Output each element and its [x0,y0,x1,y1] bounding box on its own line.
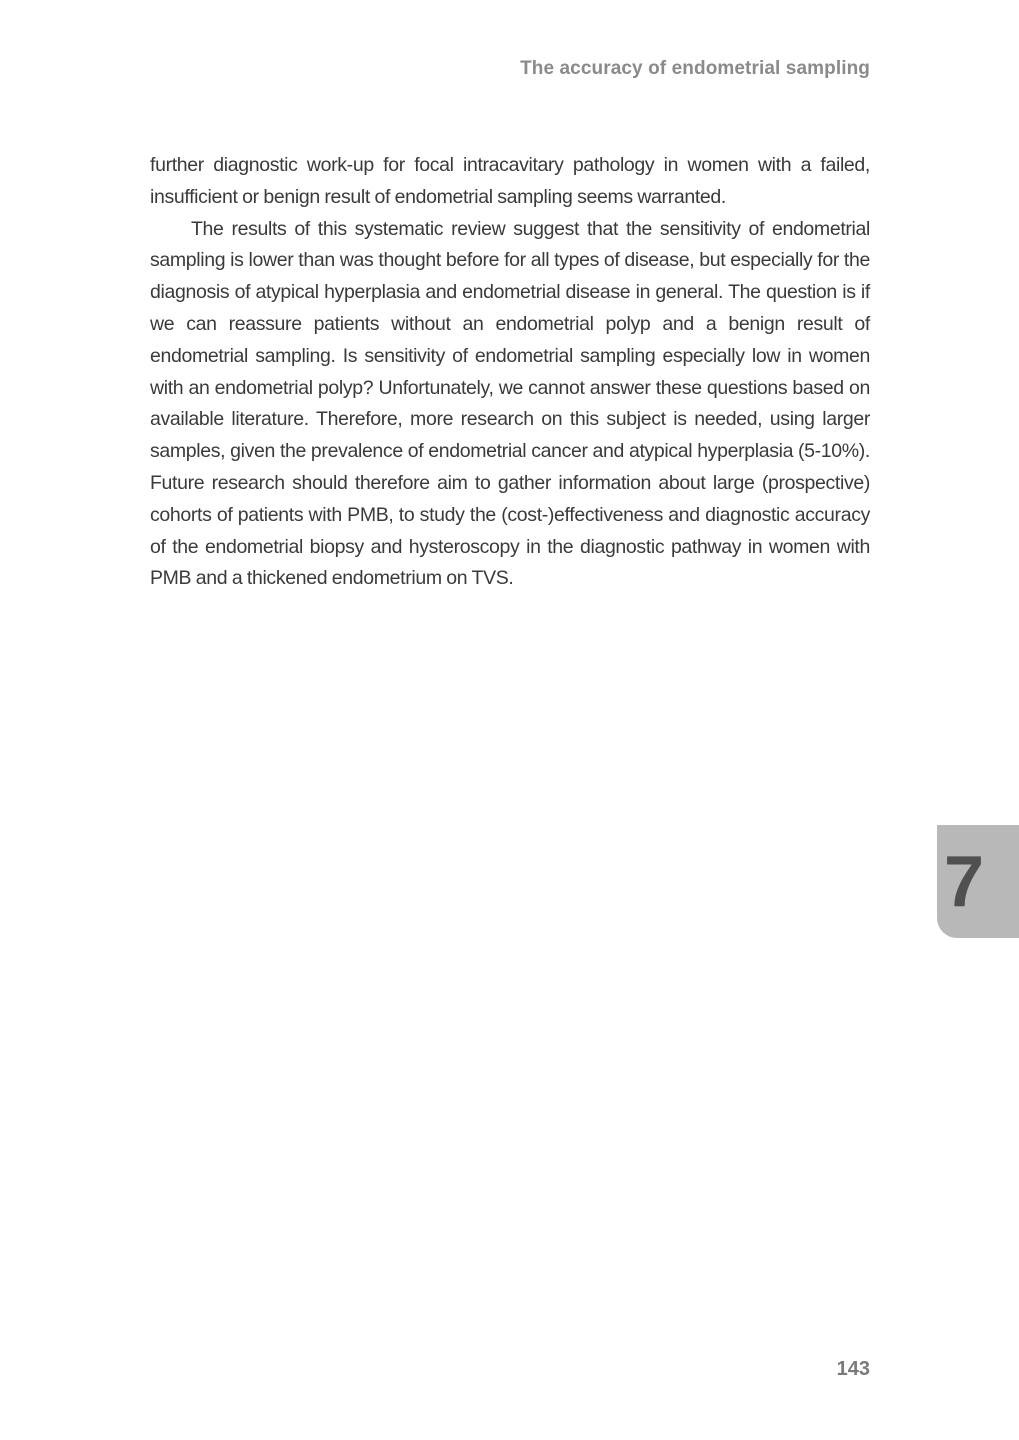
paragraph: further diagnostic work-up for focal intracavitary pathology in women with a failed, insufficient or benign result of endometrial sampling seems warranted. [150,154,870,208]
page-number: 143 [836,1358,870,1380]
paragraph: The results of this systematic review suggest that the sensitivity of endometrial sampling is lower than was thought before for all types of disease, but especially for the diagnosis of atypical hyperplasia and endometrial disease in general. The question is if we can reassure patients without an endometrial polyp and a benign result of endometrial sampling. Is sensitivity of endometrial sampling especially low in women with an endometrial polyp? Unfortunately, we cannot answer these questions based on available literature. Therefore, more research on this subject is needed, using larger samples, given the prevalence of endometrial cancer and atypical hyperplasia (5-10%). Future research should therefore aim to gather information about large (prospective) cohorts of patients with PMB, to study the (cost-)effectiveness and diagnostic accuracy of the endometrial biopsy and hysteroscopy in the diagnostic pathway in women with PMB and a thickened endometrium on TVS. [150,217,870,590]
running-header: The accuracy of endometrial sampling [520,58,870,79]
body-text [150,150,870,595]
chapter-number: 7 [944,842,985,922]
